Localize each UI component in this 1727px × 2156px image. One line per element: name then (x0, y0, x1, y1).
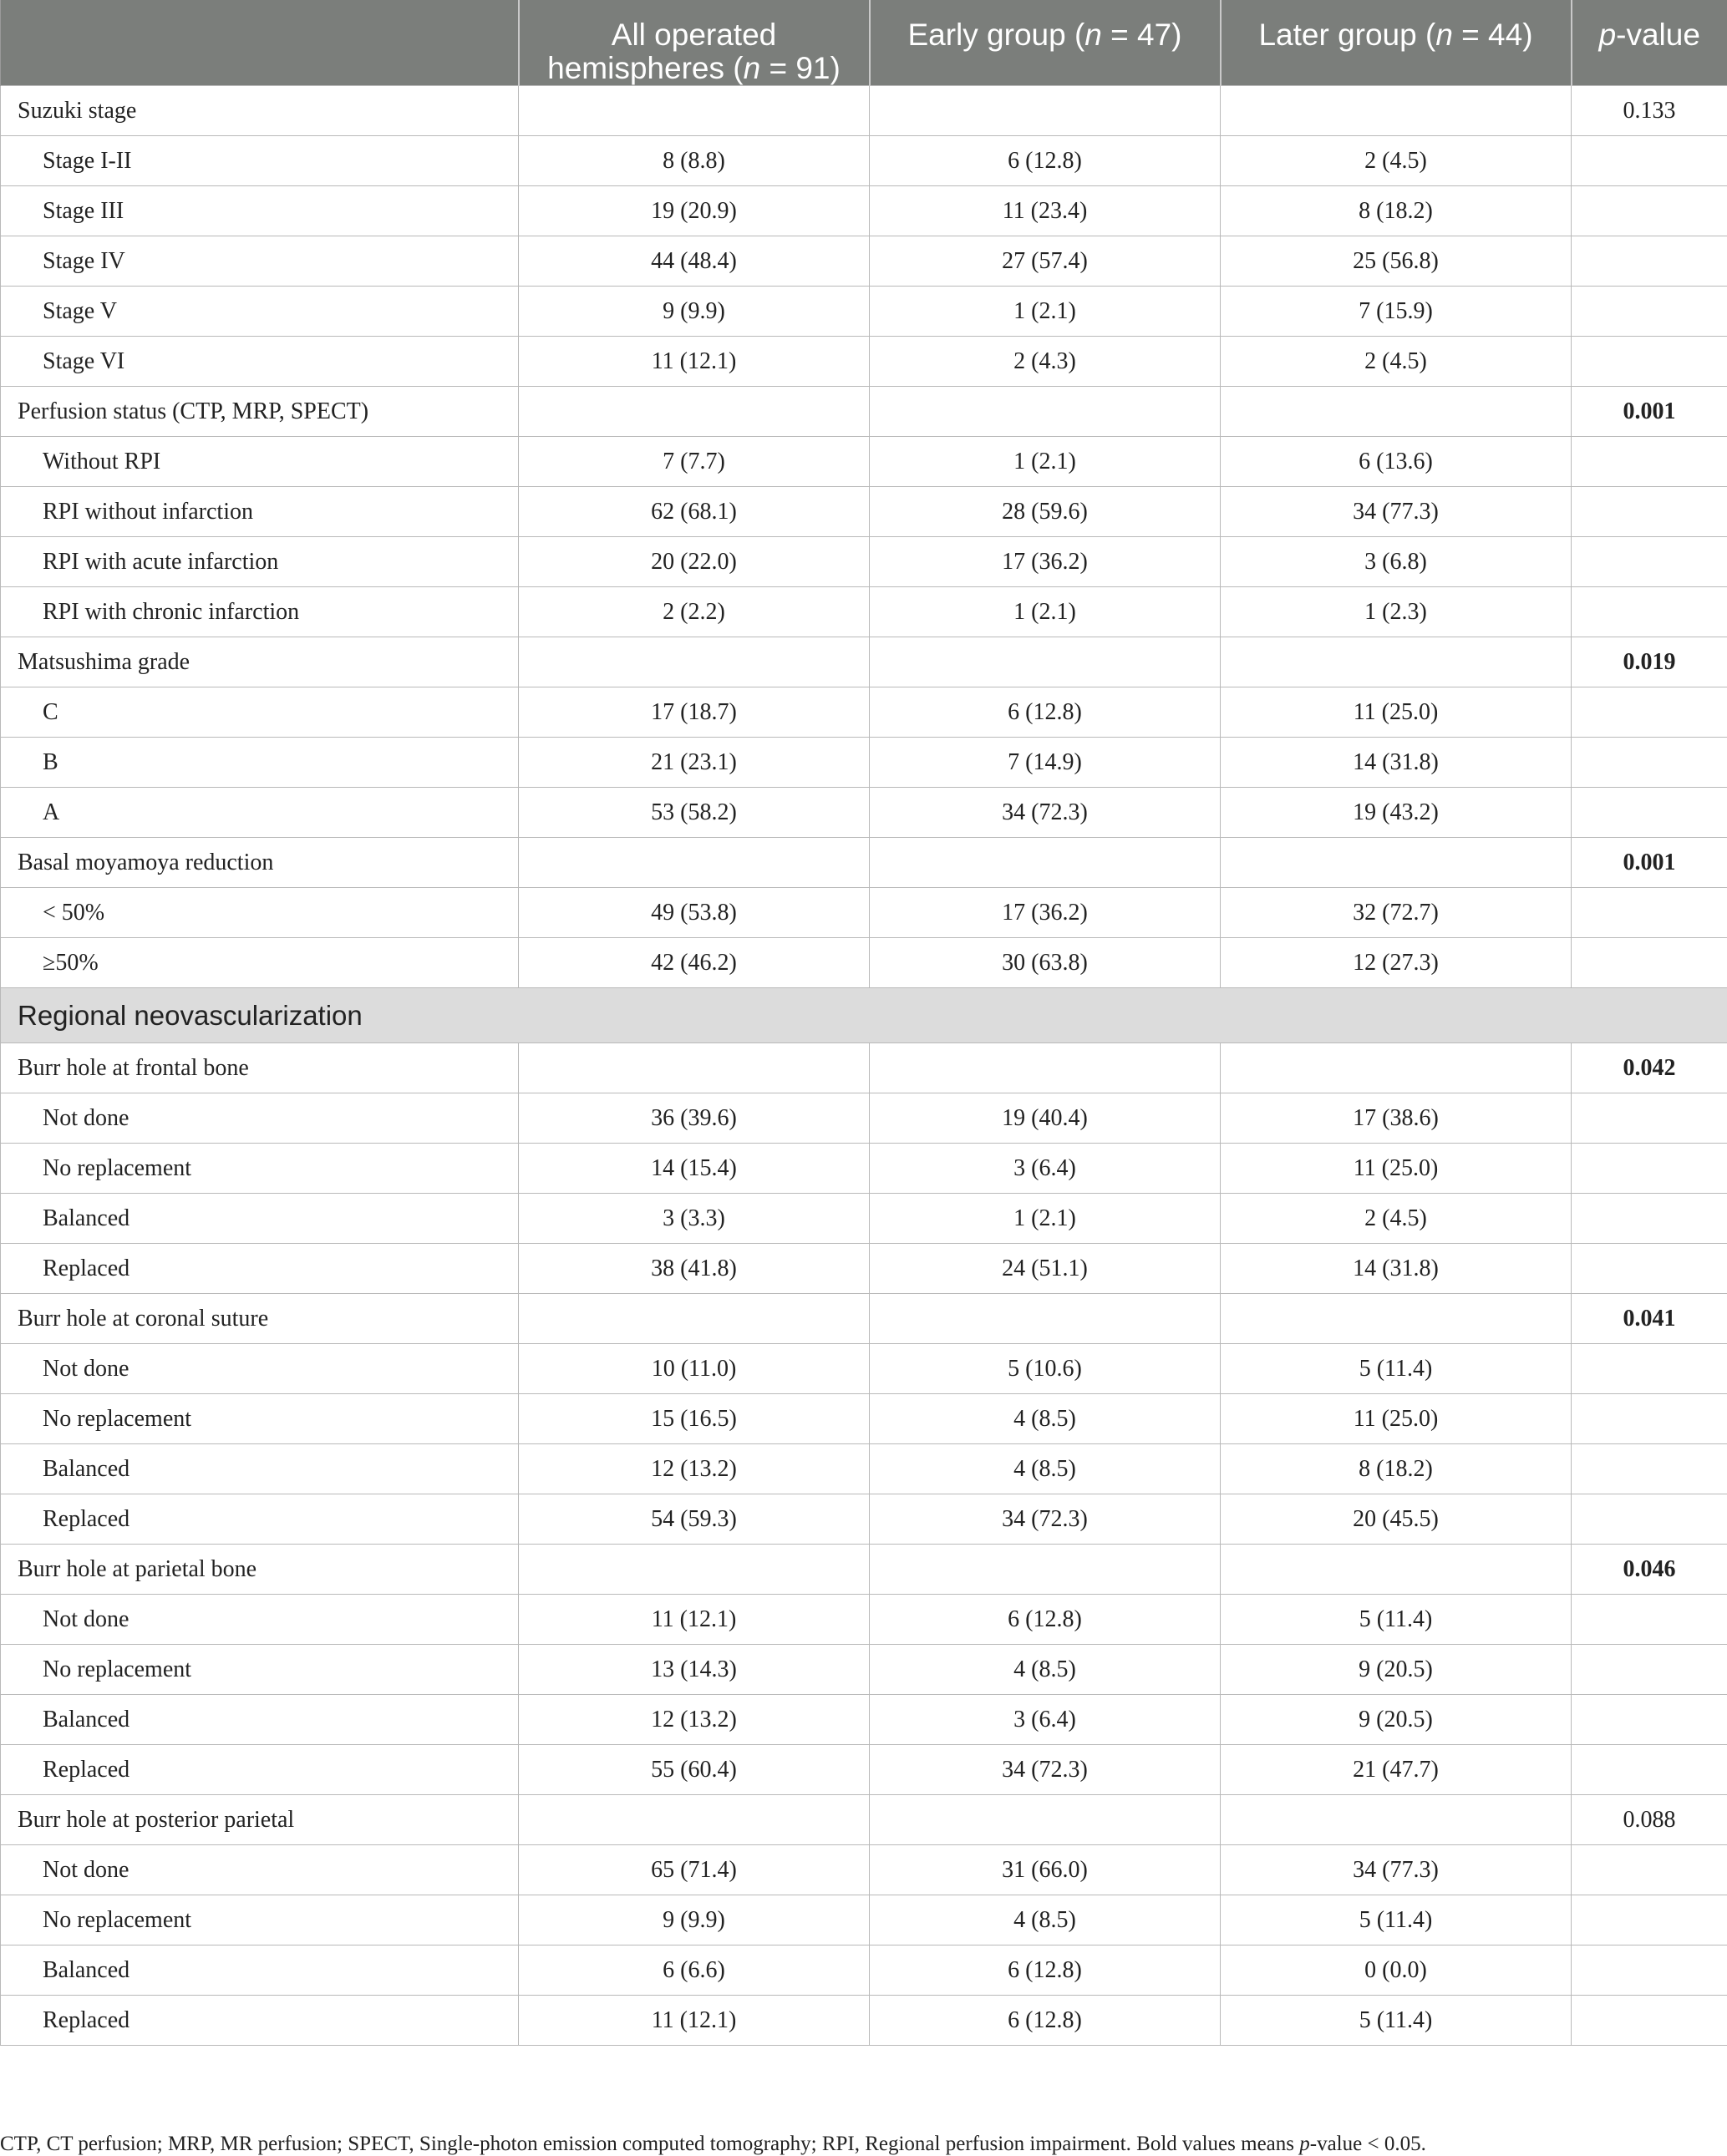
cell-all: 11 (12.1) (519, 337, 870, 387)
cell-all: 55 (60.4) (519, 1745, 870, 1795)
row-label: Balanced (1, 1194, 519, 1244)
p-value-cell (1572, 236, 1727, 287)
p-value-cell (1572, 1344, 1727, 1394)
table-row (1, 788, 1727, 838)
cell-early (870, 1545, 1221, 1595)
table-row (1, 537, 1727, 587)
row-label: Stage I-II (1, 136, 519, 186)
table-row (1, 236, 1727, 287)
table-row (1, 1394, 1727, 1444)
cell-later: 34 (77.3) (1221, 1845, 1572, 1895)
cell-early: 5 (10.6) (870, 1344, 1221, 1394)
header-later-n: n (1435, 18, 1453, 52)
p-value-cell: 0.088 (1572, 1795, 1727, 1845)
cell-all (519, 1545, 870, 1595)
category-label: Suzuki stage (1, 86, 519, 136)
cell-all: 44 (48.4) (519, 236, 870, 287)
table-row (1, 437, 1727, 487)
p-value-cell (1572, 687, 1727, 738)
header-early-group (870, 0, 1221, 86)
table-footnote (0, 2133, 1727, 2156)
p-value-cell (1572, 1945, 1727, 1996)
p-value-cell (1572, 537, 1727, 587)
cell-early: 17 (36.2) (870, 537, 1221, 587)
table-row (1, 1444, 1727, 1494)
row-label: Balanced (1, 1444, 519, 1494)
cell-early (870, 838, 1221, 888)
row-label: Stage III (1, 186, 519, 236)
row-label: Stage VI (1, 337, 519, 387)
cell-later: 14 (31.8) (1221, 738, 1572, 788)
category-row (1, 1545, 1727, 1595)
cell-later: 5 (11.4) (1221, 1996, 1572, 2046)
cell-later: 19 (43.2) (1221, 788, 1572, 838)
cell-all (519, 387, 870, 437)
table-row (1, 1895, 1727, 1945)
table-row (1, 1645, 1727, 1695)
cell-all: 11 (12.1) (519, 1595, 870, 1645)
table-row (1, 487, 1727, 537)
row-label: No replacement (1, 1144, 519, 1194)
cell-all: 14 (15.4) (519, 1144, 870, 1194)
category-row (1, 1795, 1727, 1845)
row-label: A (1, 788, 519, 838)
category-label: Perfusion status (CTP, MRP, SPECT) (1, 387, 519, 437)
table-row (1, 1093, 1727, 1144)
row-label: Without RPI (1, 437, 519, 487)
cell-all: 3 (3.3) (519, 1194, 870, 1244)
cell-all: 54 (59.3) (519, 1494, 870, 1545)
cell-later (1221, 1795, 1572, 1845)
cell-early: 3 (6.4) (870, 1144, 1221, 1194)
header-all-n: n (744, 51, 761, 85)
cell-all: 49 (53.8) (519, 888, 870, 938)
table-row (1, 888, 1727, 938)
cell-later: 5 (11.4) (1221, 1344, 1572, 1394)
p-value-cell (1572, 1444, 1727, 1494)
table-row (1, 136, 1727, 186)
cell-early: 30 (63.8) (870, 938, 1221, 988)
cell-later: 32 (72.7) (1221, 888, 1572, 938)
cell-all: 12 (13.2) (519, 1444, 870, 1494)
table-row (1, 1695, 1727, 1745)
row-label: Replaced (1, 1244, 519, 1294)
cell-all: 20 (22.0) (519, 537, 870, 587)
cell-early: 1 (2.1) (870, 1194, 1221, 1244)
header-row (1, 0, 1727, 86)
cell-early: 1 (2.1) (870, 587, 1221, 637)
table-row (1, 1494, 1727, 1545)
row-label: Balanced (1, 1945, 519, 1996)
table-row (1, 687, 1727, 738)
cell-early: 7 (14.9) (870, 738, 1221, 788)
p-value-cell: 0.046 (1572, 1545, 1727, 1595)
cell-all: 65 (71.4) (519, 1845, 870, 1895)
row-label: Balanced (1, 1695, 519, 1745)
p-value-cell (1572, 1595, 1727, 1645)
cell-later: 14 (31.8) (1221, 1244, 1572, 1294)
cell-all: 62 (68.1) (519, 487, 870, 537)
cell-all (519, 1043, 870, 1093)
p-value-cell (1572, 888, 1727, 938)
category-row (1, 637, 1727, 687)
p-value-cell (1572, 1394, 1727, 1444)
row-label: C (1, 687, 519, 738)
row-label: No replacement (1, 1895, 519, 1945)
row-label: Not done (1, 1595, 519, 1645)
header-early-post: = 47) (1102, 18, 1182, 52)
category-label: Burr hole at frontal bone (1, 1043, 519, 1093)
table-row (1, 287, 1727, 337)
p-value-cell (1572, 1695, 1727, 1745)
cell-all: 7 (7.7) (519, 437, 870, 487)
cell-early: 34 (72.3) (870, 788, 1221, 838)
category-label: Burr hole at coronal suture (1, 1294, 519, 1344)
category-label: Basal moyamoya reduction (1, 838, 519, 888)
table-row (1, 1945, 1727, 1996)
cell-early: 4 (8.5) (870, 1394, 1221, 1444)
cell-later: 2 (4.5) (1221, 1194, 1572, 1244)
p-value-cell (1572, 287, 1727, 337)
p-value-cell: 0.001 (1572, 387, 1727, 437)
cell-early: 4 (8.5) (870, 1444, 1221, 1494)
cell-later: 25 (56.8) (1221, 236, 1572, 287)
cell-later (1221, 387, 1572, 437)
table-row (1, 186, 1727, 236)
cell-all: 9 (9.9) (519, 1895, 870, 1945)
category-row (1, 387, 1727, 437)
row-label: ≥50% (1, 938, 519, 988)
row-label: No replacement (1, 1394, 519, 1444)
row-label: Replaced (1, 1745, 519, 1795)
table-row (1, 1194, 1727, 1244)
footnote-text-end: -value < 0.05. (1310, 2133, 1426, 2155)
cell-all: 8 (8.8) (519, 136, 870, 186)
cell-early: 34 (72.3) (870, 1494, 1221, 1545)
cell-later: 3 (6.8) (1221, 537, 1572, 587)
p-value-cell (1572, 487, 1727, 537)
p-value-cell: 0.042 (1572, 1043, 1727, 1093)
table-header (1, 0, 1727, 86)
row-label: B (1, 738, 519, 788)
cell-later: 9 (20.5) (1221, 1645, 1572, 1695)
cell-later: 20 (45.5) (1221, 1494, 1572, 1545)
header-early-n: n (1084, 18, 1102, 52)
cell-early (870, 86, 1221, 136)
p-value-cell: 0.001 (1572, 838, 1727, 888)
p-value-cell (1572, 738, 1727, 788)
cell-all: 17 (18.7) (519, 687, 870, 738)
p-value-cell (1572, 1144, 1727, 1194)
cell-all: 19 (20.9) (519, 186, 870, 236)
cell-all: 38 (41.8) (519, 1244, 870, 1294)
cell-all: 10 (11.0) (519, 1344, 870, 1394)
p-value-cell (1572, 1645, 1727, 1695)
cell-later: 8 (18.2) (1221, 1444, 1572, 1494)
table-row (1, 1845, 1727, 1895)
cell-all: 53 (58.2) (519, 788, 870, 838)
cell-early: 19 (40.4) (870, 1093, 1221, 1144)
p-value-cell (1572, 136, 1727, 186)
cell-all: 2 (2.2) (519, 587, 870, 637)
cell-all: 9 (9.9) (519, 287, 870, 337)
cell-early: 6 (12.8) (870, 1945, 1221, 1996)
cell-all (519, 1795, 870, 1845)
row-label: No replacement (1, 1645, 519, 1695)
header-all-post: = 91) (760, 51, 841, 85)
category-label: Burr hole at parietal bone (1, 1545, 519, 1595)
table-row (1, 738, 1727, 788)
row-label: Not done (1, 1845, 519, 1895)
cell-later (1221, 1545, 1572, 1595)
cell-all (519, 637, 870, 687)
cell-early: 11 (23.4) (870, 186, 1221, 236)
table-row (1, 1595, 1727, 1645)
cell-early: 28 (59.6) (870, 487, 1221, 537)
p-value-cell (1572, 1194, 1727, 1244)
cell-later: 9 (20.5) (1221, 1695, 1572, 1745)
p-value-cell (1572, 1845, 1727, 1895)
cell-later: 2 (4.5) (1221, 136, 1572, 186)
p-value-cell (1572, 1494, 1727, 1545)
cell-early (870, 387, 1221, 437)
cell-all: 36 (39.6) (519, 1093, 870, 1144)
cell-early: 6 (12.8) (870, 687, 1221, 738)
cell-later (1221, 838, 1572, 888)
row-label: Replaced (1, 1996, 519, 2046)
cell-later: 6 (13.6) (1221, 437, 1572, 487)
cell-early: 27 (57.4) (870, 236, 1221, 287)
p-value-cell (1572, 1244, 1727, 1294)
header-p: p (1599, 18, 1617, 52)
cell-later: 21 (47.7) (1221, 1745, 1572, 1795)
table-row (1, 587, 1727, 637)
table-row (1, 1344, 1727, 1394)
row-label: < 50% (1, 888, 519, 938)
cell-early (870, 1294, 1221, 1344)
header-p-value (1572, 0, 1727, 86)
table-row (1, 1244, 1727, 1294)
cell-later: 11 (25.0) (1221, 1144, 1572, 1194)
cell-all (519, 86, 870, 136)
p-value-cell (1572, 788, 1727, 838)
header-all-pre: All operated hemispheres ( (547, 18, 776, 85)
cell-early: 4 (8.5) (870, 1895, 1221, 1945)
cell-later: 1 (2.3) (1221, 587, 1572, 637)
category-row (1, 1294, 1727, 1344)
p-value-cell (1572, 337, 1727, 387)
p-value-cell (1572, 1093, 1727, 1144)
category-row (1, 86, 1727, 136)
footnote-p: p (1299, 2133, 1310, 2155)
row-label: Not done (1, 1093, 519, 1144)
cell-all: 13 (14.3) (519, 1645, 870, 1695)
header-later-pre: Later group ( (1258, 18, 1435, 52)
cell-later (1221, 1043, 1572, 1093)
cell-early: 2 (4.3) (870, 337, 1221, 387)
category-label: Burr hole at posterior parietal (1, 1795, 519, 1845)
cell-early (870, 1043, 1221, 1093)
cell-early: 3 (6.4) (870, 1695, 1221, 1745)
cell-all: 6 (6.6) (519, 1945, 870, 1996)
p-value-cell (1572, 186, 1727, 236)
table-row (1, 1996, 1727, 2046)
cell-later: 5 (11.4) (1221, 1895, 1572, 1945)
table-row (1, 938, 1727, 988)
cell-early: 6 (12.8) (870, 1996, 1221, 2046)
p-value-cell (1572, 938, 1727, 988)
p-value-cell (1572, 437, 1727, 487)
cell-all: 12 (13.2) (519, 1695, 870, 1745)
cell-all (519, 1294, 870, 1344)
header-early-pre: Early group ( (907, 18, 1084, 52)
cell-later (1221, 637, 1572, 687)
row-label: RPI with acute infarction (1, 537, 519, 587)
p-value-cell (1572, 1996, 1727, 2046)
row-label: Not done (1, 1344, 519, 1394)
cell-later: 5 (11.4) (1221, 1595, 1572, 1645)
cell-early: 1 (2.1) (870, 287, 1221, 337)
cell-all: 42 (46.2) (519, 938, 870, 988)
header-all-operated (519, 0, 870, 86)
cell-later: 8 (18.2) (1221, 186, 1572, 236)
cell-later: 12 (27.3) (1221, 938, 1572, 988)
cell-all: 21 (23.1) (519, 738, 870, 788)
p-value-cell (1572, 1745, 1727, 1795)
cell-early: 24 (51.1) (870, 1244, 1221, 1294)
cell-early: 4 (8.5) (870, 1645, 1221, 1695)
cell-early: 34 (72.3) (870, 1745, 1221, 1795)
row-label: Stage V (1, 287, 519, 337)
p-value-cell (1572, 1895, 1727, 1945)
row-label: RPI without infarction (1, 487, 519, 537)
category-row (1, 838, 1727, 888)
cell-later: 0 (0.0) (1221, 1945, 1572, 1996)
cell-later: 2 (4.5) (1221, 337, 1572, 387)
header-later-group (1221, 0, 1572, 86)
p-value-cell: 0.019 (1572, 637, 1727, 687)
category-row (1, 1043, 1727, 1093)
cell-later: 17 (38.6) (1221, 1093, 1572, 1144)
header-later-post: = 44) (1453, 18, 1533, 52)
cell-later: 34 (77.3) (1221, 487, 1572, 537)
table-row (1, 1745, 1727, 1795)
cell-early (870, 1795, 1221, 1845)
cell-later (1221, 1294, 1572, 1344)
section-row (1, 988, 1727, 1043)
section-label: Regional neovascularization (1, 988, 1727, 1043)
cell-later: 7 (15.9) (1221, 287, 1572, 337)
category-label: Matsushima grade (1, 637, 519, 687)
cell-early: 1 (2.1) (870, 437, 1221, 487)
footnote-text: CTP, CT perfusion; MRP, MR perfusion; SPECT, Single-photon emission computed tomography; RPI, Regional perfusion impairment. Bold values means (0, 2133, 1299, 2155)
row-label: Replaced (1, 1494, 519, 1545)
row-label: Stage IV (1, 236, 519, 287)
cell-early: 31 (66.0) (870, 1845, 1221, 1895)
p-value-cell: 0.133 (1572, 86, 1727, 136)
cell-all: 15 (16.5) (519, 1394, 870, 1444)
cell-later: 11 (25.0) (1221, 687, 1572, 738)
cell-early: 6 (12.8) (870, 136, 1221, 186)
header-variable (1, 0, 519, 86)
p-value-cell (1572, 587, 1727, 637)
cell-all (519, 838, 870, 888)
table-body (1, 86, 1727, 2046)
cell-all: 11 (12.1) (519, 1996, 870, 2046)
table-row (1, 337, 1727, 387)
header-p-post: -value (1616, 18, 1700, 52)
cell-early: 17 (36.2) (870, 888, 1221, 938)
cell-early (870, 637, 1221, 687)
cell-later: 11 (25.0) (1221, 1394, 1572, 1444)
cell-early: 6 (12.8) (870, 1595, 1221, 1645)
cell-later (1221, 86, 1572, 136)
p-value-cell: 0.041 (1572, 1294, 1727, 1344)
table-row (1, 1144, 1727, 1194)
row-label: RPI with chronic infarction (1, 587, 519, 637)
